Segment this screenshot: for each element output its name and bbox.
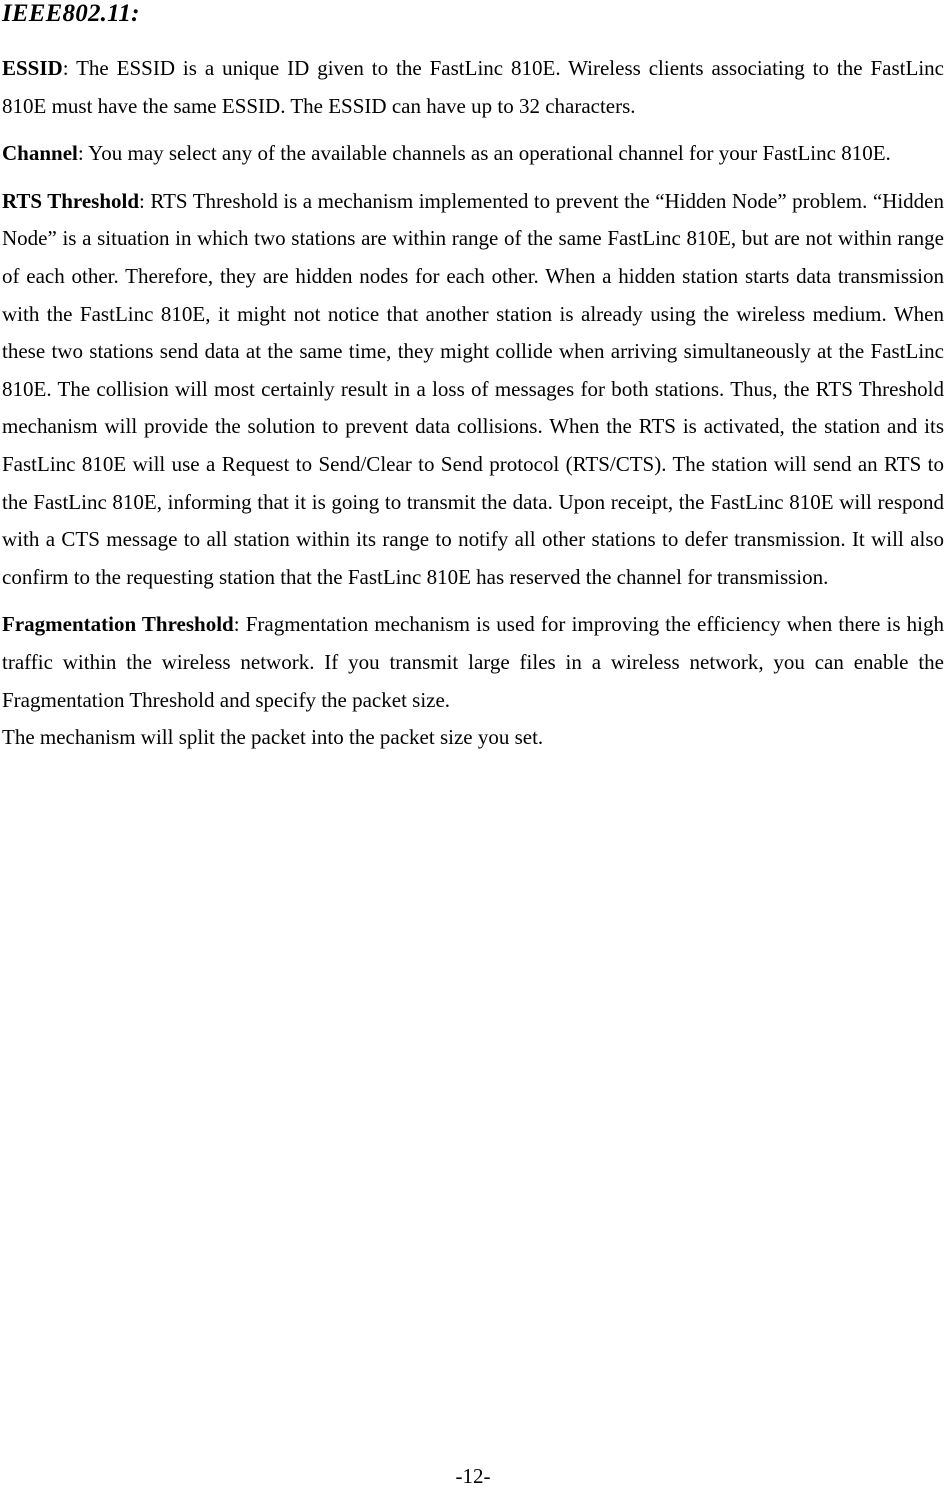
section-heading: IEEE802.11: [2, 0, 140, 27]
term-channel: Channel [2, 141, 78, 166]
term-fragmentation-threshold: Fragmentation Threshold [2, 612, 234, 637]
description-fragmentation-extra: The mechanism will split the packet into the packet size you set. [2, 725, 544, 750]
page-content [2, 0, 944, 767]
description-channel: : You may select any of the available channels as an operational channel for your FastLinc 810E. [77, 141, 891, 166]
page-number: -12- [455, 1464, 491, 1488]
term-essid: ESSID [2, 56, 63, 80]
term-rts-threshold: RTS Threshold [2, 188, 140, 213]
description-essid: : The ESSID is a unique ID given to the FastLinc 810E. Wireless clients associating to the FastLinc 810E must have the same ESSID. The ESSID can have up to 32 characters. [2, 56, 944, 118]
paragraph-rts-threshold [2, 183, 944, 597]
paragraph-fragmentation-threshold [2, 606, 944, 756]
paragraph-essid [2, 50, 944, 125]
paragraph-channel [2, 135, 944, 173]
description-fragmentation-threshold: : Fragmentation mechanism is used for improving the efficiency when there is high traffic within the wireless network. If you transmit large files in a wireless network, you can enable the Fragmentation Threshold and specify the packet size. [2, 612, 944, 712]
description-rts-threshold: : RTS Threshold is a mechanism implemented to prevent the “Hidden Node” problem. “Hidden Node” is a situation in which two stations are within range of the same FastLinc 810E, but are not within range of each other. Therefore, they are hidden nodes for each other. When a hidden station starts data transmission with the FastLinc 810E, it might not notice that another station is already using the wireless medium. When these two stations send data at the same time, they might collide when arriving simultaneously at the FastLinc 810E. The collision will most certainly result in a loss of messages for both stations. Thus, the RTS Threshold mechanism will provide the solution to prevent data collisions. When the RTS is activated, the station and its FastLinc 810E will use a Request to Send/Clear to Send protocol (RTS/CTS). The station will send an RTS to the FastLinc 810E, informing that it is going to transmit the data. Upon receipt, the FastLinc 810E will respond with a CTS message to all station within its range to notify all other stations to defer transmission. It will also confirm to the requesting station that the FastLinc 810E has reserved the channel for transmission. [2, 188, 944, 589]
